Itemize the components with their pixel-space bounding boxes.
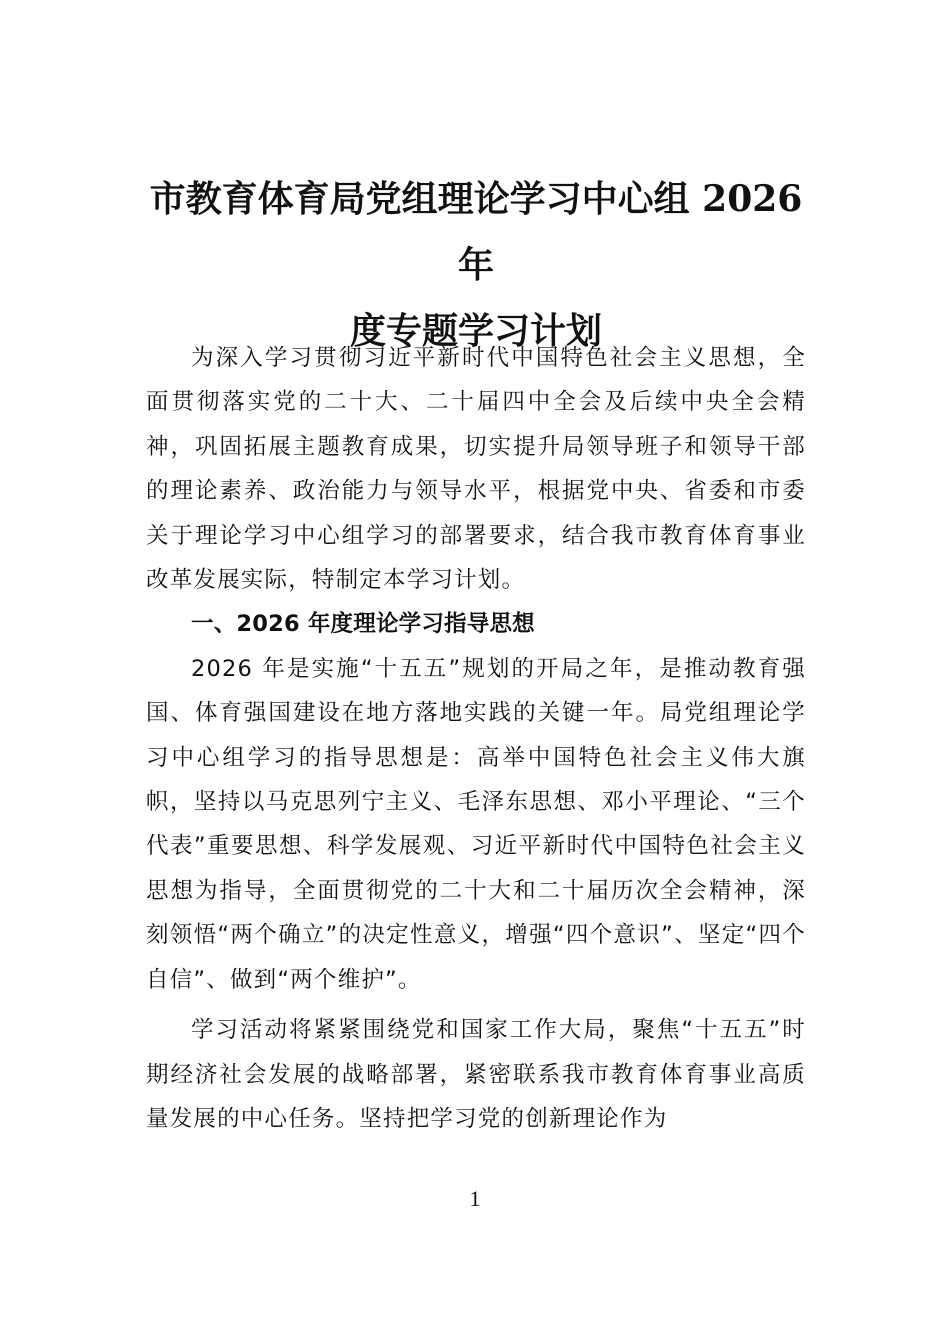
document-title: [146, 166, 806, 364]
paragraph-1: 2026 年是实施“十五五”规划的开局之年，是推动教育强国、体育强国建设在地方落地实践的关键一年。局党组理论学习中心组学习的指导思想是：高举中国特色社会主义伟大旗帜，坚持以马克思列宁主义、毛泽东思想、邓小平理论、“三个代表”重要思想、科学发展观、习近平新时代中国特色社会主义思想为指导，全面贯彻党的二十大和二十届历次全会精神，深刻领悟“两个确立”的决定性意义，增强“四个意识”、坚定“四个自信”、做到“两个维护”。: [146, 655, 806, 993]
section-heading-1: 一、2026 年度理论学习指导思想: [191, 611, 535, 638]
document-body: [146, 336, 806, 1141]
paragraph-2: 学习活动将紧紧围绕党和国家工作大局，聚焦“十五五”时期经济社会发展的战略部署，紧密联系我市教育体育事业高质量发展的中心任务。坚持把学习党的创新理论作为: [146, 1017, 806, 1132]
title-line-2: 度专题学习计划: [349, 310, 602, 352]
title-line-1: 市教育体育局党组理论学习中心组 2026 年: [149, 178, 803, 286]
intro-paragraph: 为深入学习贯彻习近平新时代中国特色社会主义思想，全面贯彻落实党的二十大、二十届四中全会及后续中央全会精神，巩固拓展主题教育成果，切实提升局领导班子和领导干部的理论素养、政治能力与领导水平，根据党中央、省委和市委关于理论学习中心组学习的部署要求，结合我市教育体育事业改革发展实际，特制定本学习计划。: [146, 345, 806, 594]
page-number: 1: [469, 1186, 481, 1211]
